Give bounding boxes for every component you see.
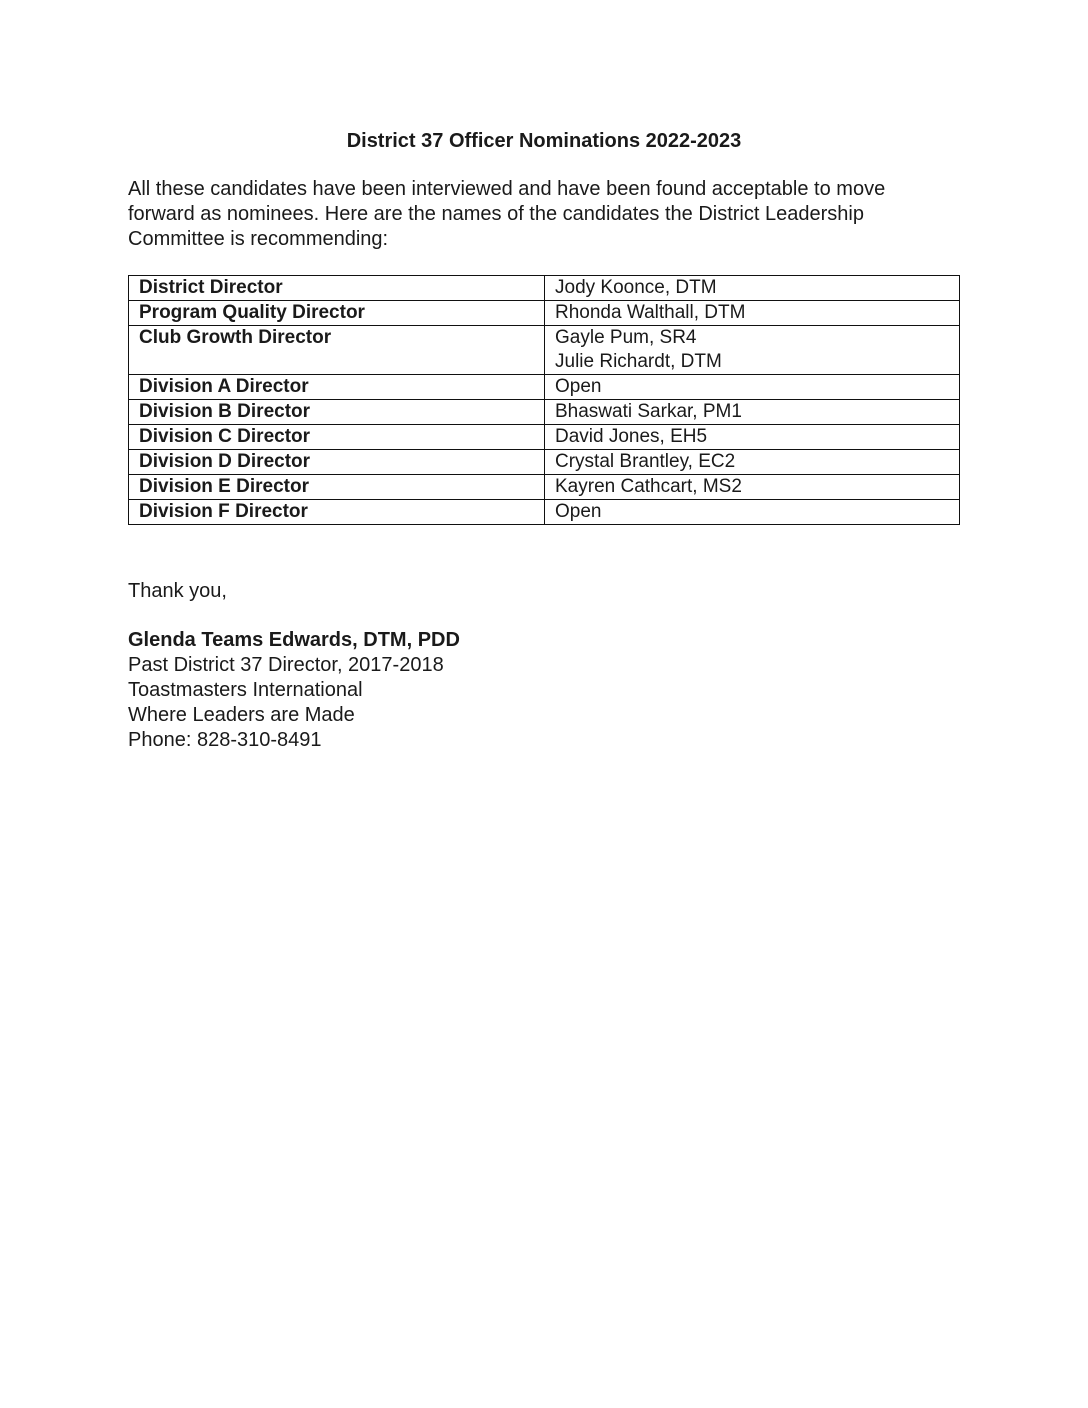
table-row [129,500,960,525]
intro-line: All these candidates have been interviewed and have been found acceptable to move [128,178,886,200]
office-cell: Division E Director [129,475,545,500]
nominee-cell [545,475,960,500]
nominee-cell [545,375,960,400]
nominee-name: Jody Koonce, DTM [555,277,717,298]
nominee-name: Bhaswati Sarkar, PM1 [555,401,742,422]
nominee-name: Open [555,376,602,397]
nominee-name: David Jones, EH5 [555,426,708,447]
nominee-cell [545,425,960,450]
intro-line: Committee is recommending: [128,228,389,250]
nominee-name: Open [555,501,602,522]
signature-block [128,628,460,753]
nominee-cell [545,326,960,375]
nominee-cell [545,400,960,425]
office-cell: Division B Director [129,400,545,425]
nominee-name: Kayren Cathcart, MS2 [555,476,742,497]
table-row [129,475,960,500]
organization-name: Toastmasters International [128,679,363,701]
table-row [129,326,960,375]
nominations-table [128,275,960,525]
nominee-cell [545,301,960,326]
signer-phone: Phone: 828-310-8491 [128,729,322,751]
table-row [129,400,960,425]
intro-paragraph [128,177,958,252]
nominee-cell [545,450,960,475]
office-cell: Division A Director [129,375,545,400]
table-row [129,425,960,450]
office-cell: Division F Director [129,500,545,525]
document-title: District 37 Officer Nominations 2022-2023 [346,130,742,152]
office-cell: Club Growth Director [129,326,545,375]
closing-text: Thank you, [128,580,227,602]
nominee-name: Crystal Brantley, EC2 [555,451,736,472]
table-row [129,375,960,400]
nominee-name: Gayle Pum, SR4 [555,327,697,348]
intro-line: forward as nominees. Here are the names of the candidates the District Leadership [128,203,864,225]
nominee-name: Julie Richardt, DTM [555,351,722,372]
office-cell: Division C Director [129,425,545,450]
table-row [129,301,960,326]
signer-title: Past District 37 Director, 2017-2018 [128,654,444,676]
nominee-cell [545,500,960,525]
signer-name: Glenda Teams Edwards, DTM, PDD [128,629,460,651]
office-cell: Division D Director [129,450,545,475]
table-row [129,450,960,475]
office-cell: District Director [129,276,545,301]
nominee-name: Rhonda Walthall, DTM [555,302,746,323]
office-cell: Program Quality Director [129,301,545,326]
nominee-cell [545,276,960,301]
organization-tagline: Where Leaders are Made [128,704,355,726]
table-row [129,276,960,301]
